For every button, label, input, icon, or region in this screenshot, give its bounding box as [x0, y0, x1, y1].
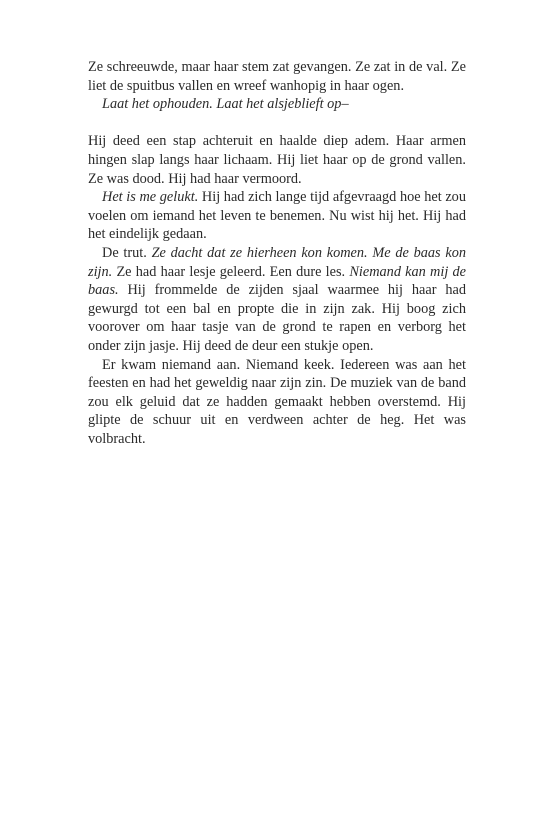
italic-segment: Het is me gelukt.: [102, 189, 199, 206]
italic-segment: Laat het ophouden. Laat het alsjeblieft op–: [102, 96, 349, 113]
italic-segment: Ze dacht dat ze hierheen kon komen. Me de baas kon zijn.: [88, 244, 466, 280]
paragraph-3: [88, 132, 466, 188]
italic-segment: Niemand kan mij de baas.: [88, 263, 466, 299]
text-segment: Ze schreeuwde, maar haar stem zat gevangen. Ze zat in de val. Ze liet de spuitbus vallen en wreef wanhopig in haar ogen.: [88, 59, 466, 94]
text-segment: De trut.: [102, 244, 152, 261]
text-segment: Hij frommelde de zijden sjaal waarmee hij haar had gewurgd tot een bal en propte die in zijn zak. Hij boog zich voorover om haar tasje van de grond te rapen en verborg het onder zijn jasje. Hij deed de deur een stukje open.: [88, 282, 466, 354]
body-text: [88, 58, 466, 448]
text-segment: Hij had zich lange tijd afgevraagd hoe het zou voelen om iemand het leven te benemen. Nu wist hij het. Hij had het eindelijk gedaan.: [88, 189, 466, 243]
paragraph-5: [88, 244, 466, 356]
text-segment: Ze had haar lesje geleerd. Een dure les.: [112, 263, 350, 280]
paragraph-6: [88, 356, 466, 449]
paragraph-1: [88, 58, 466, 95]
paragraph-2: [88, 95, 466, 114]
text-segment: Er kwam niemand aan. Niemand keek. Iedereen was aan het feesten en had het geweldig naar zijn zin. De muziek van de band zou elk geluid dat ze hadden gemaakt hebben overstemd. Hij glipte de schuur uit en verdween achter de heg. Het was volbracht.: [88, 356, 466, 447]
paragraph-4: [88, 188, 466, 244]
text-segment: Hij deed een stap achteruit en haalde diep adem. Haar armen hingen slap langs haar lichaam. Hij liet haar op de grond vallen. Ze was dood. Hij had haar vermoord.: [88, 133, 466, 187]
